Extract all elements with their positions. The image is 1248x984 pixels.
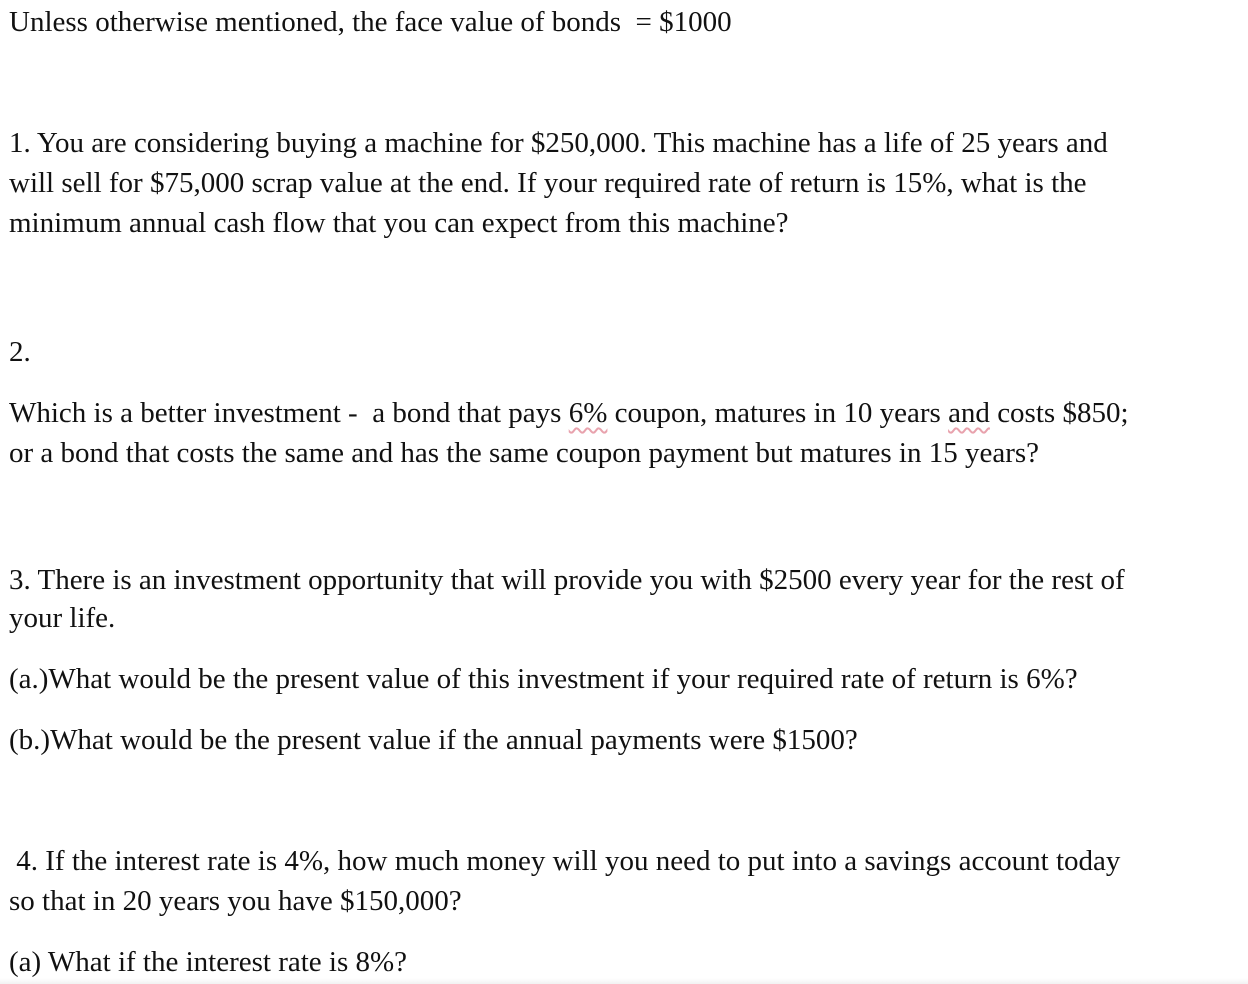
spellcheck-underline-6pct: 6% — [568, 397, 608, 429]
question-3-line-1: 3. There is an investment opportunity that will provide you with $2500 every year for the rest of — [9, 564, 1125, 596]
question-3 — [9, 560, 1244, 638]
question-2-text-a: Which is a better investment - a bond that pays — [9, 397, 562, 429]
question-4-part-a — [9, 942, 1244, 982]
question-2-text-e: costs $850; — [997, 397, 1129, 429]
question-4-part-a-text: (a) What if the interest rate is 8%? — [9, 946, 408, 978]
question-2-line-2: or a bond that costs the same and has the same coupon payment but matures in 15 years? — [9, 437, 1040, 469]
spellcheck-underline-and: and — [948, 397, 990, 429]
question-3-part-a-text: (a.)What would be the present value of this investment if your required rate of return is 6%? — [9, 663, 1078, 695]
question-2-text-c: coupon, matures in 10 years — [614, 397, 941, 429]
question-1-line-1: 1. You are considering buying a machine for $250,000. This machine has a life of 25 years and — [9, 127, 1108, 159]
question-1-line-2: will sell for $75,000 scrap value at the end. If your required rate of return is 15%, what is the — [9, 167, 1087, 199]
question-3-line-2: your life. — [9, 602, 116, 634]
question-4-line-1: 4. If the interest rate is 4%, how much money will you need to put into a savings account today — [9, 845, 1121, 877]
question-2-number-text: 2. — [9, 336, 31, 368]
question-3-part-b-text: (b.)What would be the present value if the annual payments were $1500? — [9, 724, 858, 756]
question-1-line-3: minimum annual cash flow that you can expect from this machine? — [9, 207, 789, 239]
question-1 — [9, 123, 1244, 243]
bottom-edge-shadow — [0, 978, 1248, 984]
question-3-part-a — [9, 659, 1244, 699]
question-4-line-2: so that in 20 years you have $150,000? — [9, 885, 462, 917]
question-2-line-1 — [9, 393, 1244, 433]
question-4 — [9, 841, 1244, 921]
face-value-text: Unless otherwise mentioned, the face value of bonds = $1000 — [9, 6, 732, 38]
question-2-number — [9, 332, 1244, 372]
question-3-part-b — [9, 720, 1244, 760]
question-2 — [9, 393, 1244, 473]
face-value-note — [9, 2, 1244, 42]
